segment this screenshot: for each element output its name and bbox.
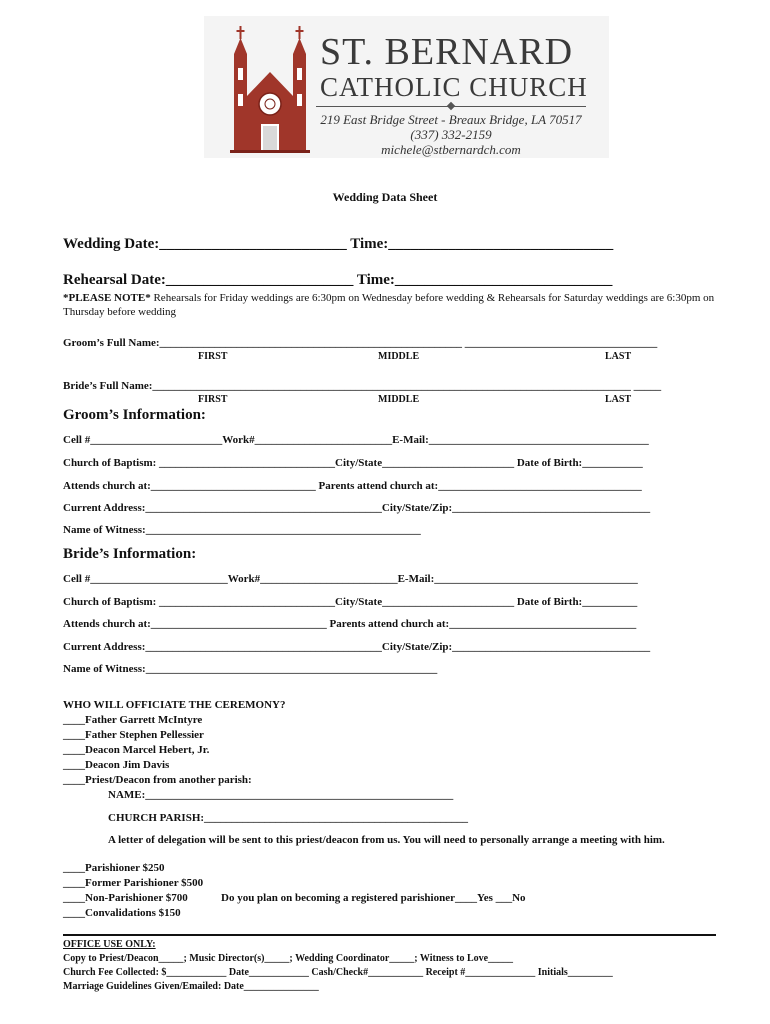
officiant-option[interactable]: ____Father Garrett McIntyre xyxy=(63,714,203,726)
bride-first-label: FIRST xyxy=(198,394,228,405)
church-contact xyxy=(316,112,586,157)
bride-baptism-field[interactable]: Church of Baptism: ________________________________City/State________________________ Date of Birth:__________ xyxy=(63,596,638,608)
note-label: *PLEASE NOTE* xyxy=(63,292,151,304)
office-use-heading: OFFICE USE ONLY: xyxy=(63,939,156,950)
bride-witness-field[interactable]: Name of Witness:_____________________________________________________ xyxy=(63,663,438,675)
officiant-option[interactable]: ____Deacon Marcel Hebert, Jr. xyxy=(63,744,210,756)
groom-full-name-field[interactable]: Groom’s Full Name:_______________________________________________________ ___________________________________ xyxy=(63,337,658,349)
groom-last-label: LAST xyxy=(605,351,632,362)
officiant-name-field[interactable]: NAME:________________________________________________________ xyxy=(108,789,454,801)
groom-middle-label: MIDDLE xyxy=(378,351,420,362)
church-address: 219 East Bridge Street - Breaux Bridge, LA 70517 xyxy=(320,112,582,127)
officiant-option[interactable]: ____Priest/Deacon from another parish: xyxy=(63,774,252,786)
register-parishioner-question[interactable]: Do you plan on becoming a registered parishioner____Yes ___No xyxy=(221,892,526,904)
rehearsal-date-field[interactable]: Rehearsal Date:_________________________ Time:_____________________________ xyxy=(63,272,613,288)
officiant-option[interactable]: ____Father Stephen Pellessier xyxy=(63,729,204,741)
delegation-letter-note: A letter of delegation will be sent to this priest/deacon from us. You will need to personally arrange a meeting with him. xyxy=(108,834,665,846)
groom-attends-field[interactable]: Attends church at:______________________________ Parents attend church at:_____________________________________ xyxy=(63,480,642,492)
groom-baptism-field[interactable]: Church of Baptism: ________________________________City/State________________________ Date of Birth:___________ xyxy=(63,457,643,469)
fee-former-parishioner[interactable]: ____Former Parishioner $500 xyxy=(63,877,204,889)
fee-parishioner[interactable]: ____Parishioner $250 xyxy=(63,862,165,874)
bride-address-field[interactable]: Current Address:___________________________________________City/State/Zip:____________________________________ xyxy=(63,641,651,653)
church-email[interactable]: michele@stbernardch.com xyxy=(381,142,521,157)
office-copies-line[interactable]: Copy to Priest/Deacon_____; Music Director(s)_____; Wedding Coordinator_____; Witness to Love_____ xyxy=(63,953,514,964)
rehearsal-note xyxy=(63,291,743,319)
fee-non-parishioner[interactable]: ____Non-Parishioner $700 xyxy=(63,892,188,904)
page-title: Wedding Data Sheet xyxy=(332,190,438,204)
church-logo-icon xyxy=(224,24,316,156)
church-subname: CATHOLIC CHURCH xyxy=(320,72,588,102)
groom-witness-field[interactable]: Name of Witness:__________________________________________________ xyxy=(63,524,421,536)
groom-address-field[interactable]: Current Address:___________________________________________City/State/Zip:____________________________________ xyxy=(63,502,651,514)
office-fee-line[interactable]: Church Fee Collected: $____________ Date____________ Cash/Check#___________ Receipt #______________ Initials_________ xyxy=(63,967,613,978)
officiant-parish-field[interactable]: CHURCH PARISH:________________________________________________ xyxy=(108,812,469,824)
church-name: ST. BERNARD xyxy=(320,31,574,73)
groom-contact-field[interactable]: Cell #________________________Work#_________________________E-Mail:________________________________________ xyxy=(63,434,649,446)
groom-first-label: FIRST xyxy=(198,351,228,362)
bride-middle-label: MIDDLE xyxy=(378,394,420,405)
bride-attends-field[interactable]: Attends church at:________________________________ Parents attend church at:__________________________________ xyxy=(63,618,637,630)
bride-info-heading: Bride’s Information: xyxy=(63,546,197,562)
bride-contact-field[interactable]: Cell #_________________________Work#_________________________E-Mail:_____________________________________ xyxy=(63,573,638,585)
church-phone: (337) 332-2159 xyxy=(410,127,492,142)
office-divider xyxy=(63,934,716,936)
fee-convalidation[interactable]: ____Convalidations $150 xyxy=(63,907,181,919)
note-text: Rehearsals for Friday weddings are 6:30pm on Wednesday before wedding & Rehearsals for Saturday weddings are 6:30pm on Thursday before wedding xyxy=(63,292,715,318)
officiant-option[interactable]: ____Deacon Jim Davis xyxy=(63,759,170,771)
wedding-date-field[interactable]: Wedding Date:_________________________ Time:______________________________ xyxy=(63,236,614,252)
bride-full-name-field[interactable]: Bride’s Full Name:_______________________________________________________________________________________ _____ xyxy=(63,380,662,392)
groom-info-heading: Groom’s Information: xyxy=(63,407,206,423)
header-divider xyxy=(316,106,586,107)
bride-last-label: LAST xyxy=(605,394,632,405)
office-guidelines-line[interactable]: Marriage Guidelines Given/Emailed: Date_______________ xyxy=(63,981,319,992)
officiant-question: WHO WILL OFFICIATE THE CEREMONY? xyxy=(63,699,286,711)
letterhead xyxy=(204,16,609,158)
